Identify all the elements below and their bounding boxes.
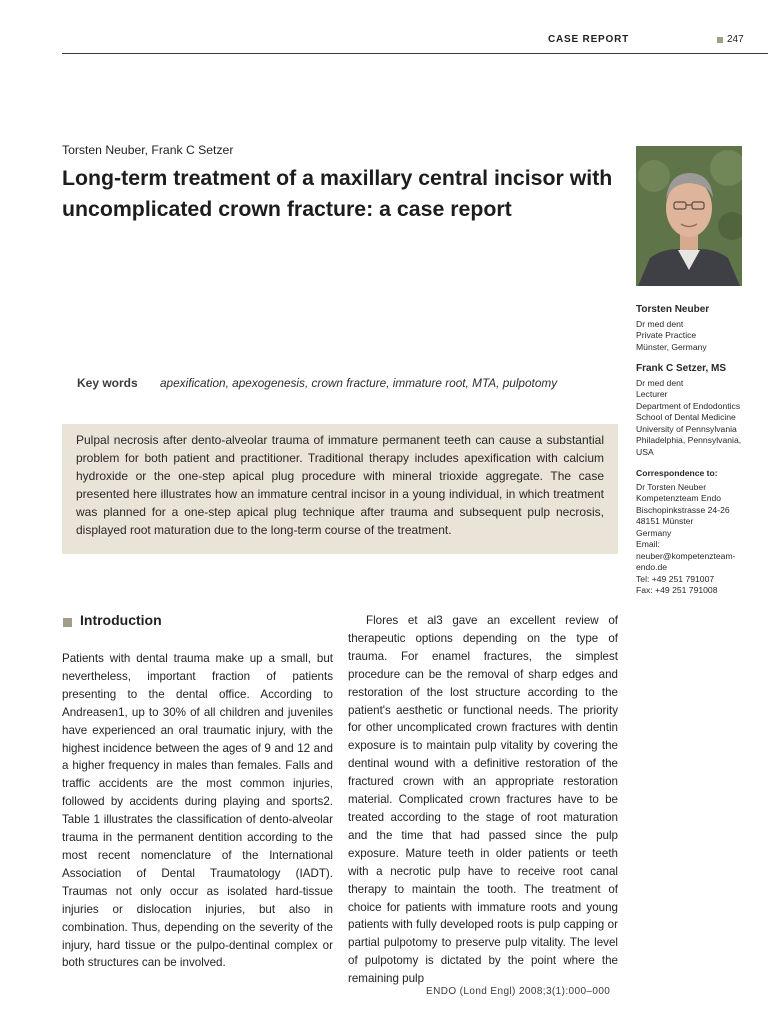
body-text-left-column: Patients with dental trauma make up a small, but nevertheless, important fraction of patients presenting to the dental office. According to Andreasen1, up to 30% of all children and juveniles have experienced an oral traumatic injury, with the highest incidence between the ages of 9 and 12 and a higher frequency in males than females. Falls and traffic accidents are the most common injuries, followed by accidents during playing and sports2. Table 1 illustrates the classification of dento-alveolar trauma in the permanent dentition according to the most recent nomenclature of the International Association of Dental Traumatology (IADT). Traumas not only occur as isolated hard-tissue injuries or dislocation injuries, but also in combination. Thus, depending on the severity of the injury, hard tissue or the pulpo-dentinal complex or both structures can be involved.	[62, 652, 333, 970]
author2-line: Dr med dent	[636, 377, 684, 388]
author2-line: School of Dental Medicine	[636, 412, 736, 422]
correspondence-phone: Tel: +49 251 791007	[636, 573, 715, 584]
section-heading-marker	[63, 618, 72, 627]
author1-line: Private Practice	[636, 330, 697, 340]
author-info-sidebar	[636, 304, 768, 607]
abstract-box	[62, 424, 618, 554]
author2-name: Frank C Setzer, MS	[636, 363, 727, 374]
correspondence-line: Email:	[636, 539, 660, 549]
author2-line: Lecturer	[636, 389, 668, 399]
author-line: Torsten Neuber, Frank C Setzer	[62, 143, 234, 157]
author2-info	[636, 363, 768, 458]
correspondence-email[interactable]: neuber@kompetenzteam-	[636, 550, 736, 561]
author1-line: Dr med dent	[636, 318, 684, 329]
correspondence-line: Kompetenzteam Endo	[636, 493, 722, 503]
keywords-label: Key words	[77, 376, 138, 390]
correspondence-line: 48151 Münster	[636, 516, 694, 526]
correspondence-line: Dr Torsten Neuber	[636, 481, 707, 492]
correspondence-line: Bischopinkstrasse 24-26	[636, 504, 730, 515]
article-title: Long-term treatment of a maxillary central incisor with uncomplicated crown fracture: a case report	[62, 166, 613, 221]
author2-line: University of Pennsylvania	[636, 423, 737, 434]
author1-line: Münster, Germany	[636, 341, 707, 352]
correspondence-fax: Fax: +49 251 791008	[636, 585, 718, 595]
body-text-right-column: Flores et al3 gave an excellent review of therapeutic options depending on the type of trauma. For enamel fractures, the simplest procedure can be the removal of sharp edges and restoration of the lost structure according to the patient's aesthetic or functional needs. The priority for other uncomplicated crown fractures with dentin exposure is to maintain pulp vitality by covering the dentinal wound with a definitive restoration of the fractured crown with an appropriate restoration material. Complicated crown fractures have to be treated according to the stage of root maturation and the time that had passed since the pulp exposure. Mature teeth in older patients or teeth with a necrotic pulp have to receive root canal therapy to maintain the tooth. The treatment of choice for patients with immature roots and young patients with fully developed roots is pulp capping or partial pulpotomy to preserve pulp vitality. The level of pulpotomy is dictated by the point where the remaining pulp	[348, 614, 618, 986]
author-photo	[636, 146, 742, 286]
page-number-marker	[717, 37, 723, 43]
correspondence-line: Germany	[636, 527, 672, 538]
section-label: CASE REPORT	[548, 34, 630, 45]
correspondence-info	[636, 468, 768, 597]
page-number: 247	[727, 34, 744, 45]
author-portrait-image	[636, 146, 742, 286]
keywords-list: apexification, apexogenesis, crown fracture, immature root, MTA, pulpotomy	[160, 376, 558, 390]
author2-line: USA	[636, 446, 654, 457]
author2-line: Department of Endodontics	[636, 400, 741, 411]
correspondence-email[interactable]: endo.de	[636, 562, 668, 572]
author1-info	[636, 304, 768, 353]
abstract-text: Pulpal necrosis after dento-alveolar trauma of immature permanent teeth can cause a substantial problem for both patient and practitioner. Traditional therapy includes apexification with calcium hydroxide or the one-step apical plug procedure with mineral trioxide aggregate. The case presented here illustrates how an immature central incisor in a young individual, in which treatment was planned for a one-step apical plug technique after trauma and subsequent pulp necrosis, displayed root maturation due to the long-term course of the treatment.	[76, 433, 604, 537]
author2-line: Philadelphia, Pennsylvania,	[636, 435, 742, 445]
author1-name: Torsten Neuber	[636, 304, 710, 315]
correspondence-heading: Correspondence to:	[636, 468, 718, 478]
journal-citation: ENDO (Lond Engl) 2008;3(1):000–000	[426, 986, 611, 997]
header-divider	[62, 53, 768, 54]
introduction-heading: Introduction	[80, 612, 162, 628]
